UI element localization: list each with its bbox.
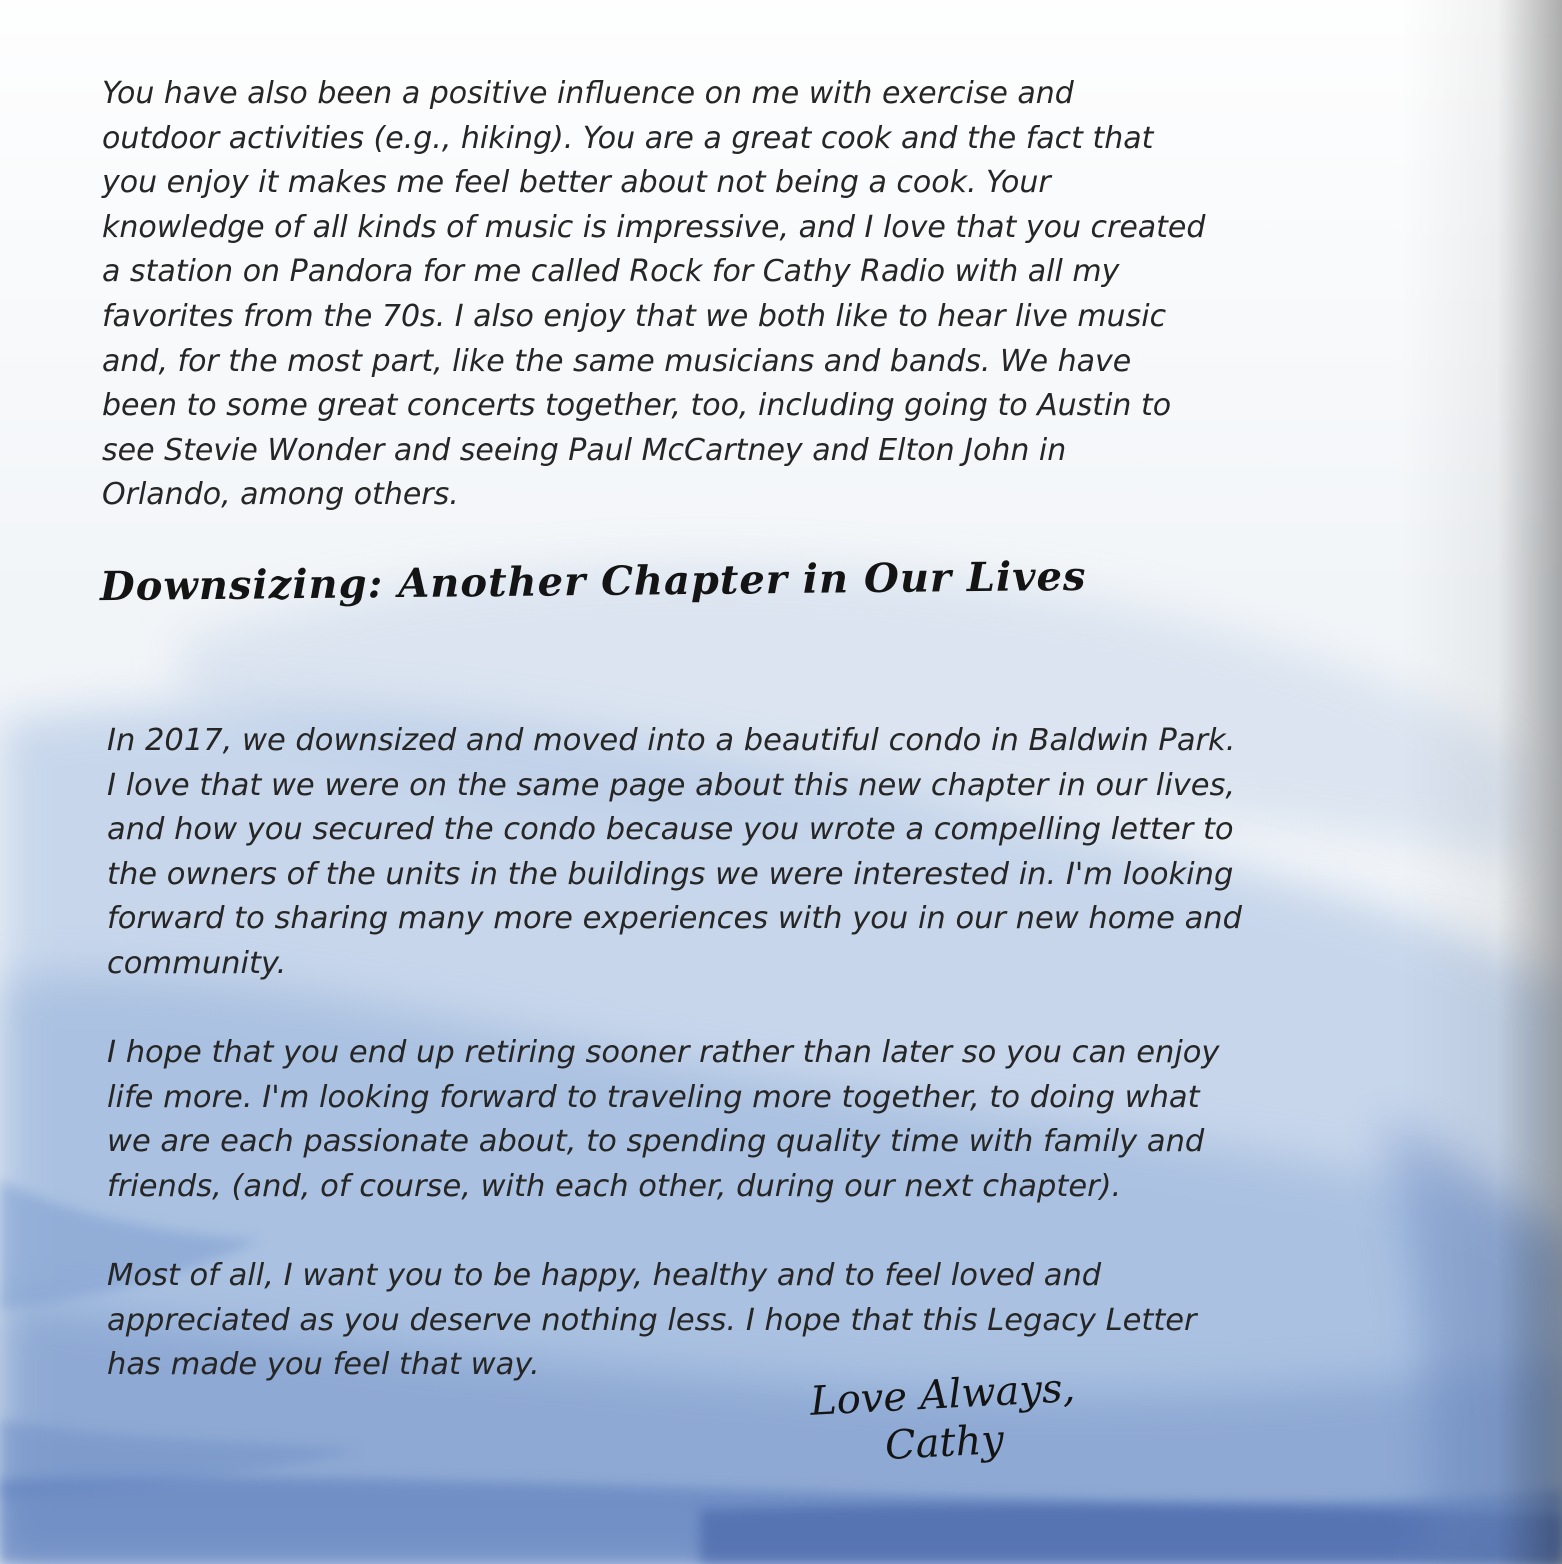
- paragraph-music-and-activities: You have also been a positive influence on me with exercise and outdoor activities (e.g., hiking). You are a great cook and the fact that you enjoy it makes me feel better about not being a cook. Your knowledge of all kinds of music is impressive, and I love that you created a station on Pandora for me called Rock for Cathy Radio with all my favorites from the 70s. I also enjoy that we both like to hear live music and, for the most part, like the same musicians and bands. We have been to some great concerts together, too, including going to Austin to see Stevie Wonder and seeing Paul McCartney and Elton John in Orlando, among others.: [102, 76, 1206, 513]
- signature: Cathy: [883, 1416, 1006, 1470]
- section-heading: Downsizing: Another Chapter in Our Lives: [99, 552, 1087, 611]
- paragraph-downsizing: In 2017, we downsized and moved into a beautiful condo in Baldwin Park. I love that we were on the same page about this new chapter in our lives, and how you secured the condo because you wrote a compelling letter to the owners of the units in the buildings we were interested in. I'm looking forward to sharing many more experiences with you in our new home and community.: [107, 723, 1242, 981]
- closing-salutation: Love Always,: [808, 1365, 1077, 1425]
- paragraph-closing-wish: Most of all, I want you to be happy, healthy and to feel loved and appreciated as you deserve nothing less. I hope that this Legacy Letter has made you feel that way.: [107, 1258, 1197, 1382]
- paragraph-retirement-hopes: I hope that you end up retiring sooner rather than later so you can enjoy life more. I'm looking forward to traveling more together, to doing what we are each passionate about, to spending quality time with family and friends, (and, of course, with each other, during our next chapter).: [107, 1035, 1220, 1204]
